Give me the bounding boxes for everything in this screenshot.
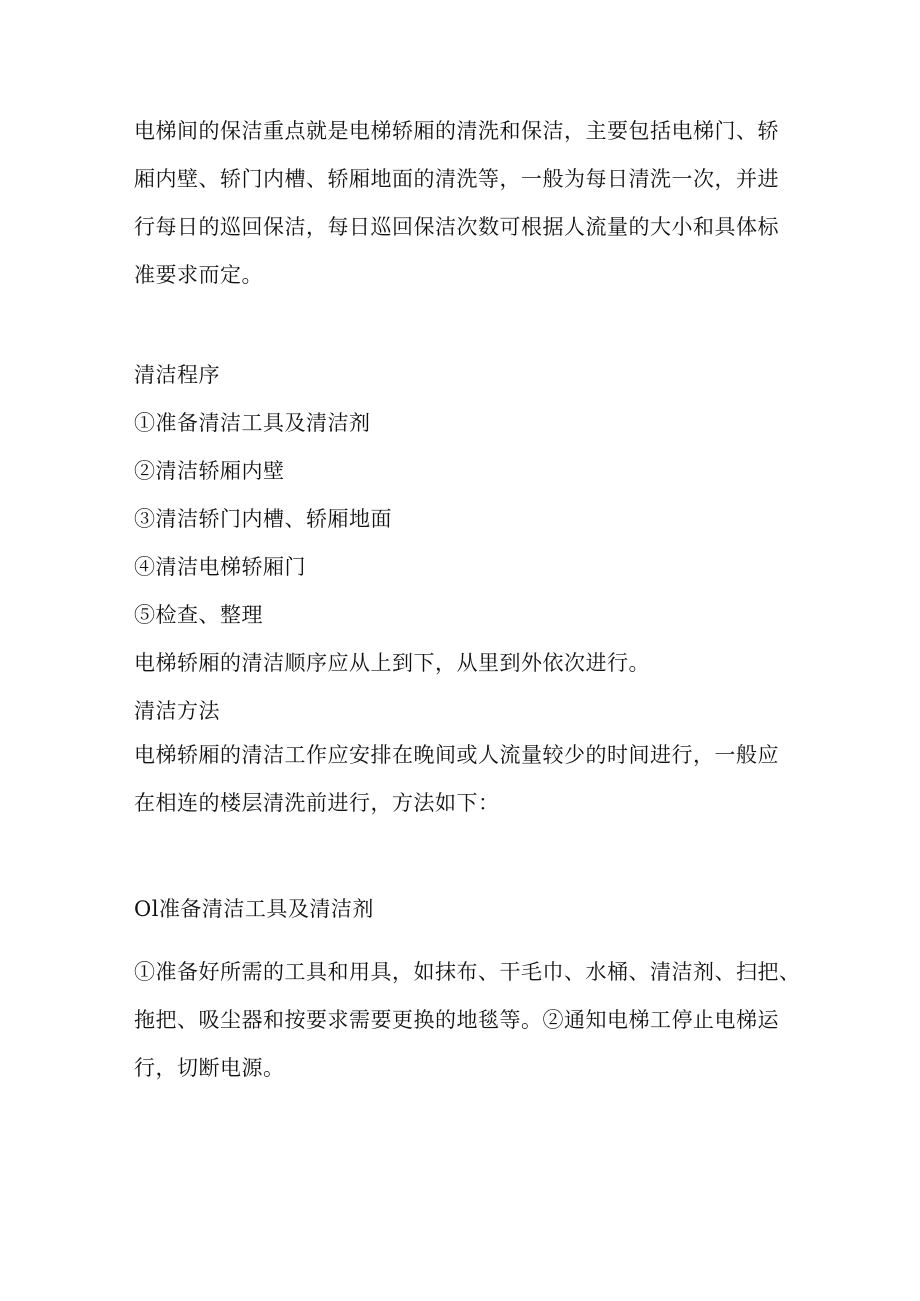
procedure-heading: 清洁程序: [134, 363, 220, 387]
cleaning-order-note: 电梯轿厢的清洁顺序应从上到下，从里到外依次进行。: [134, 651, 650, 675]
section-01-body: [134, 958, 801, 1083]
procedure-step-1: ①准备清洁工具及清洁剂: [134, 411, 371, 435]
intro-line-4: 准要求而定。: [134, 263, 263, 287]
intro-line-3: 行每日的巡回保洁，每日巡回保洁次数可根据人流量的大小和具体标: [134, 215, 779, 239]
section-01-line-3: 行，切断电源。: [134, 1056, 285, 1080]
section-01-line-2: 拖把、吸尘器和按要求需要更换的地毯等。②通知电梯工停止电梯运: [134, 1008, 779, 1032]
method-intro-line-1: 电梯轿厢的清洁工作应安排在晚间或人流量较少的时间进行，一般应: [134, 743, 779, 767]
section-01-heading: Ol准备清洁工具及清洁剂: [134, 897, 374, 921]
procedure-step-5: ⑤检查、整理: [134, 603, 263, 627]
method-intro-paragraph: [134, 741, 784, 818]
procedure-step-4: ④清洁电梯轿厢门: [134, 555, 306, 579]
intro-line-1: 电梯间的保洁重点就是电梯轿厢的清洗和保洁，主要包括电梯门、轿: [134, 119, 779, 143]
intro-line-2: 厢内壁、轿门内槽、轿厢地面的清洗等，一般为每日清洗一次，并进: [134, 167, 779, 191]
section-01-line-1: ①准备好所需的工具和用具，如抹布、干毛巾、水桶、清洁剂、扫把、: [134, 960, 801, 984]
intro-paragraph: [134, 117, 784, 290]
method-intro-line-2: 在相连的楼层清洗前进行，方法如下：: [134, 791, 500, 815]
procedure-step-2: ②清洁轿厢内壁: [134, 459, 285, 483]
method-heading: 清洁方法: [134, 699, 220, 723]
procedure-step-3: ③清洁轿门内槽、轿厢地面: [134, 507, 392, 531]
